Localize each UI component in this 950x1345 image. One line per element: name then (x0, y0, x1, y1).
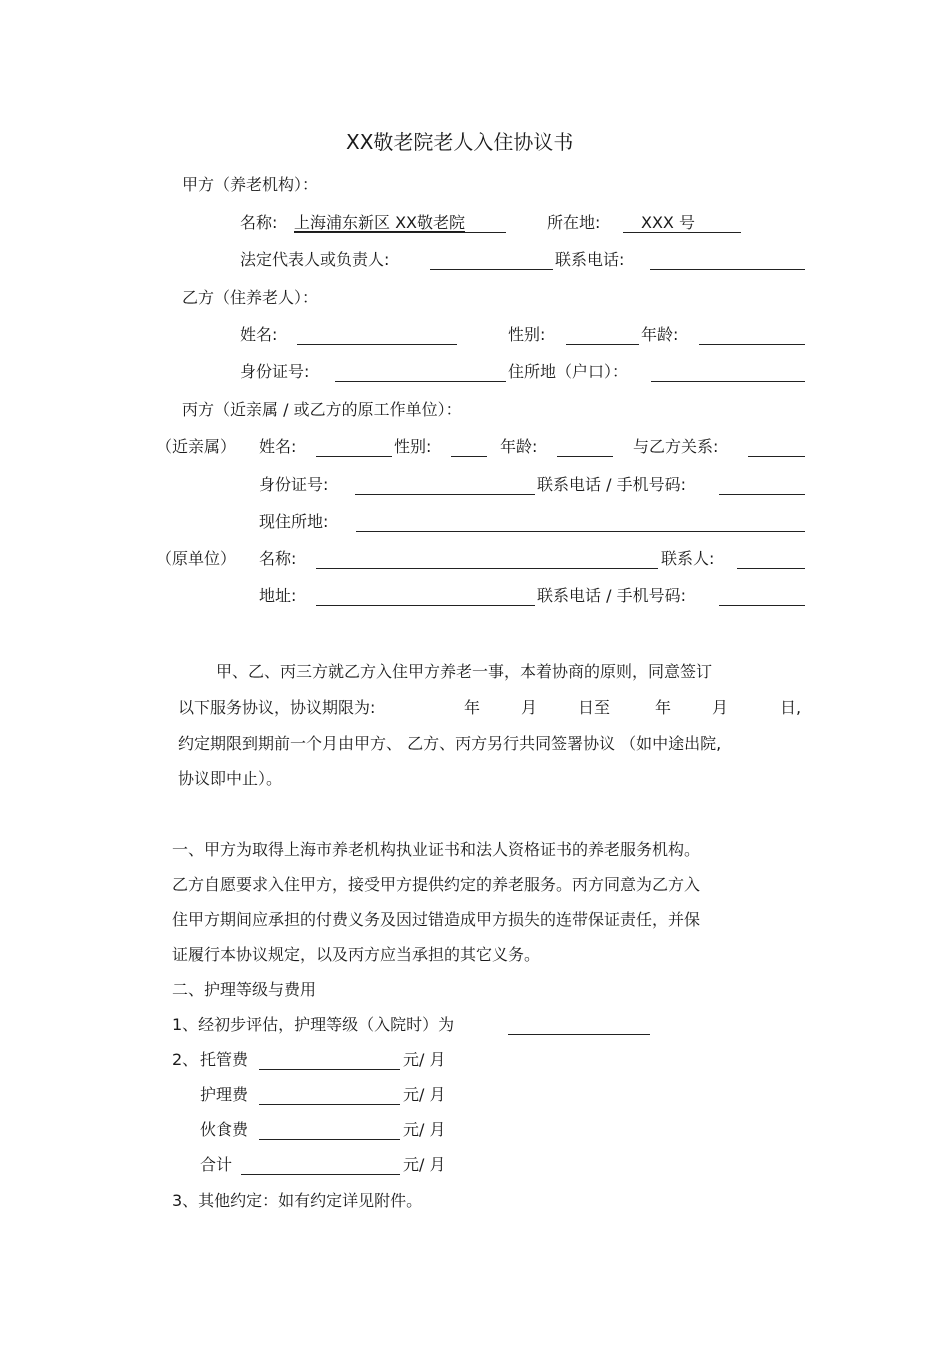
relative-address-field[interactable] (356, 531, 805, 532)
relative-gender-field[interactable] (451, 456, 487, 457)
section-1-line-2: 乙方自愿要求入住甲方，接受甲方提供约定的养老服务。丙方同意为乙方入 (172, 875, 701, 894)
relative-phone-label: 联系电话 / 手机号码: (537, 475, 686, 494)
section-2-heading: 二、护理等级与费用 (172, 980, 317, 999)
fee-total-label: 合计 (200, 1155, 233, 1174)
unit-phone-label: 联系电话 / 手机号码: (537, 586, 686, 605)
section-2-item-3: 3、其他约定：如有约定详见附件。 (172, 1191, 423, 1210)
section-1-line-4: 证履行本协议规定，以及丙方应当承担的其它义务。 (172, 945, 541, 964)
section-1-line-1: 一、甲方为取得上海市养老机构执业证书和法人资格证书的养老服务机构。 (172, 840, 701, 859)
unit-contact-field[interactable] (737, 568, 805, 569)
unit-name-label: 名称: (259, 549, 297, 568)
agreement-day-2: 日, (780, 698, 802, 717)
relative-age-field[interactable] (557, 456, 613, 457)
relative-id-field[interactable] (355, 494, 535, 495)
party-b-heading: 乙方（住养老人）： (182, 288, 319, 307)
unit-phone-field[interactable] (719, 605, 805, 606)
fee-custody-label: 托管费 (200, 1050, 249, 1069)
party-b-age-label: 年龄: (641, 325, 679, 344)
party-b-age-field[interactable] (699, 344, 805, 345)
relative-name-label: 姓名: (259, 437, 297, 456)
page-title: XX敬老院老人入住协议书 (346, 130, 574, 154)
unit-contact-label: 联系人: (661, 549, 715, 568)
relative-relation-label: 与乙方关系: (633, 437, 719, 456)
relative-phone-field[interactable] (719, 494, 805, 495)
party-b-id-label: 身份证号: (240, 362, 310, 381)
relative-gender-label: 性别: (394, 437, 432, 456)
unit-tag: （原单位） (156, 549, 237, 568)
party-a-name-underline (294, 232, 506, 233)
unit-name-field[interactable] (316, 568, 658, 569)
party-a-heading: 甲方（养老机构）： (182, 175, 319, 194)
agreement-day-to: 日至 (578, 698, 611, 717)
agreement-month-2: 月 (712, 698, 729, 717)
agreement-month-1: 月 (521, 698, 538, 717)
fee-custody-field[interactable] (259, 1069, 400, 1070)
fee-custody-unit: 元/ 月 (403, 1050, 446, 1069)
relative-relation-field[interactable] (748, 456, 805, 457)
agreement-year-1: 年 (464, 698, 481, 717)
party-b-name-field[interactable] (297, 344, 457, 345)
agreement-line-2-prefix: 以下服务协议，协议期限为: (178, 698, 376, 717)
relative-tag: （近亲属） (156, 437, 237, 456)
fee-total-unit: 元/ 月 (403, 1155, 446, 1174)
party-b-gender-field[interactable] (566, 344, 639, 345)
party-b-name-label: 姓名: (240, 325, 278, 344)
party-a-phone-field[interactable] (650, 269, 805, 270)
agreement-year-2: 年 (655, 698, 672, 717)
fee-nursing-label: 护理费 (200, 1085, 249, 1104)
section-2-item-1: 1、经初步评估，护理等级（入院时）为 (172, 1015, 455, 1034)
party-a-location-value: XXX 号 (641, 213, 695, 232)
party-a-name-label: 名称: (240, 213, 278, 232)
agreement-line-1: 甲、乙、丙三方就乙方入住甲方养老一事，本着协商的原则，同意签订 (216, 662, 713, 681)
fee-meal-unit: 元/ 月 (403, 1120, 446, 1139)
fee-meal-label: 伙食费 (200, 1120, 249, 1139)
fee-nursing-field[interactable] (259, 1104, 400, 1105)
party-c-heading: 丙方（近亲属 / 或乙方的原工作单位）： (182, 400, 462, 419)
party-a-phone-label: 联系电话: (555, 250, 625, 269)
party-b-residence-field[interactable] (651, 381, 805, 382)
agreement-line-3: 约定期限到期前一个月由甲方、 乙方、丙方另行共同签署协议 （如中途出院, (178, 734, 722, 753)
party-b-residence-label: 住所地（户口）： (508, 362, 629, 381)
care-level-field[interactable] (508, 1034, 650, 1035)
relative-id-label: 身份证号: (259, 475, 329, 494)
fee-total-field[interactable] (241, 1174, 400, 1175)
agreement-line-4: 协议即中止）。 (178, 769, 283, 788)
relative-address-label: 现住所地: (259, 512, 329, 531)
party-b-id-field[interactable] (335, 381, 506, 382)
party-b-gender-label: 性别: (508, 325, 546, 344)
relative-name-field[interactable] (316, 456, 392, 457)
section-2-item-2-num: 2、 (172, 1050, 199, 1069)
relative-age-label: 年龄: (500, 437, 538, 456)
section-1-line-3: 住甲方期间应承担的付费义务及因过错造成甲方损失的连带保证责任，并保 (172, 910, 701, 929)
party-a-rep-label: 法定代表人或负责人: (240, 250, 390, 269)
fee-meal-field[interactable] (259, 1139, 400, 1140)
unit-address-field[interactable] (316, 605, 535, 606)
party-a-location-label: 所在地: (547, 213, 601, 232)
unit-address-label: 地址: (259, 586, 297, 605)
party-a-name-value: 上海浦东新区 XX敬老院 (294, 213, 466, 232)
party-a-location-field[interactable] (623, 232, 741, 233)
party-a-rep-field[interactable] (430, 269, 553, 270)
fee-nursing-unit: 元/ 月 (403, 1085, 446, 1104)
